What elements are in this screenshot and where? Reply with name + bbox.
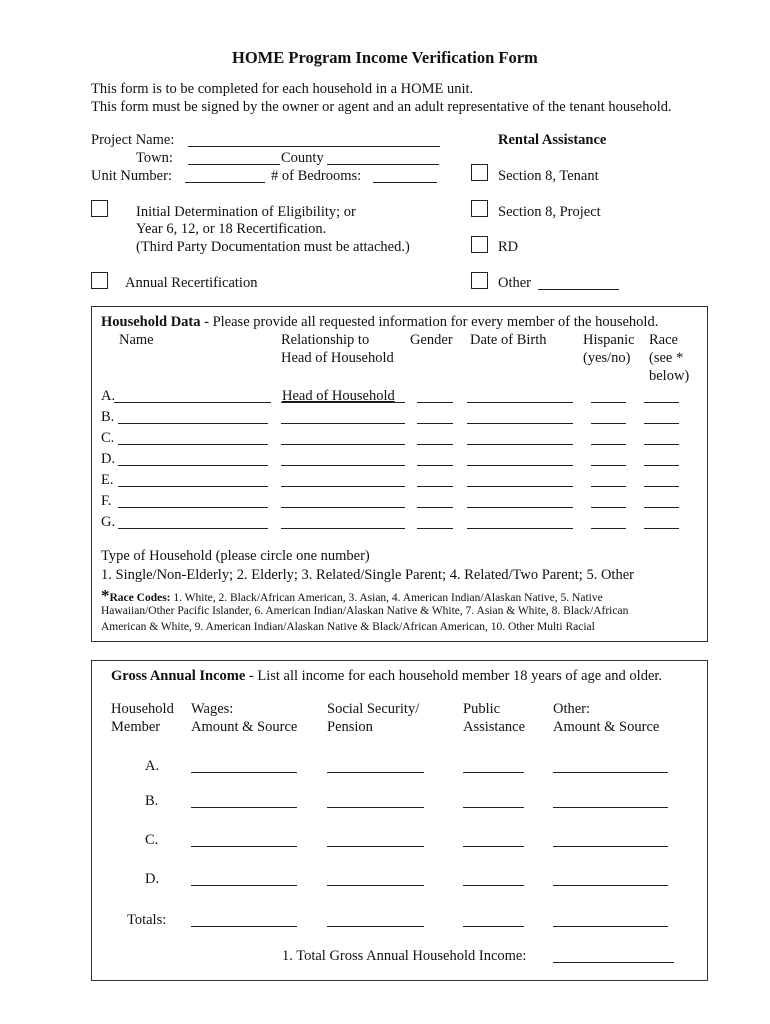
race-line-1: 1. White, 2. Black/African American, 3. Asian, 4. American Indian/Alaskan Native, 5. Native <box>170 592 603 604</box>
household-dob-field[interactable] <box>467 423 573 424</box>
income-other-field[interactable] <box>553 846 668 847</box>
town-label: Town: <box>136 150 173 166</box>
household-data-instruction: - Please provide all requested information for every member of the household. <box>200 314 659 330</box>
col-race-2: (see * <box>649 350 684 366</box>
household-name-field[interactable] <box>114 402 271 403</box>
col-ss-2: Pension <box>327 719 373 735</box>
household-hispanic-field[interactable] <box>591 423 626 424</box>
income-wages-field[interactable] <box>191 772 297 773</box>
col-other-2: Amount & Source <box>553 719 660 735</box>
bedrooms-label: # of Bedrooms: <box>271 168 362 184</box>
household-gender-field[interactable] <box>417 507 453 508</box>
household-race-field[interactable] <box>644 528 679 529</box>
household-hispanic-field[interactable] <box>591 402 626 403</box>
household-dob-field[interactable] <box>467 486 573 487</box>
project-name-label: Project Name: <box>91 132 175 148</box>
household-row-label: A. <box>101 388 116 404</box>
race-line-3: American & White, 9. American Indian/Alaskan Native & Black/African American, 10. Other Multi Racial <box>101 621 595 633</box>
household-race-field[interactable] <box>644 507 679 508</box>
income-row-label: C. <box>145 832 159 848</box>
income-wages-field[interactable] <box>191 846 297 847</box>
rd-checkbox[interactable] <box>471 236 488 253</box>
income-ss-field[interactable] <box>327 885 424 886</box>
total-gross-label: 1. Total Gross Annual Household Income: <box>282 948 527 964</box>
household-row-label: G. <box>101 514 116 530</box>
income-wages-field[interactable] <box>191 807 297 808</box>
household-dob-field[interactable] <box>467 465 573 466</box>
household-hispanic-field[interactable] <box>591 486 626 487</box>
income-public-field[interactable] <box>463 885 524 886</box>
household-gender-field[interactable] <box>417 528 453 529</box>
intro-line-1: This form is to be completed for each household in a HOME unit. <box>91 81 474 97</box>
col-name: Name <box>119 332 154 348</box>
section8-tenant-label: Section 8, Tenant <box>498 168 599 184</box>
income-public-field[interactable] <box>463 846 524 847</box>
initial-determination-line-2: Year 6, 12, or 18 Recertification. <box>136 221 327 237</box>
col-ss-1: Social Security/ <box>327 701 420 717</box>
col-gender: Gender <box>410 332 453 348</box>
household-row-label: D. <box>101 451 116 467</box>
col-public-1: Public <box>463 701 501 717</box>
county-field[interactable] <box>327 164 439 165</box>
household-gender-field[interactable] <box>417 465 453 466</box>
other-assistance-field[interactable] <box>538 289 619 290</box>
income-public-field[interactable] <box>463 807 524 808</box>
household-race-field[interactable] <box>644 465 679 466</box>
household-dob-field[interactable] <box>467 528 573 529</box>
unit-number-field[interactable] <box>185 182 265 183</box>
household-name-field[interactable] <box>118 486 268 487</box>
income-ss-field[interactable] <box>327 772 424 773</box>
household-race-field[interactable] <box>644 423 679 424</box>
col-hispanic-1: Hispanic <box>583 332 635 348</box>
town-field[interactable] <box>188 164 280 165</box>
section8-project-label: Section 8, Project <box>498 204 601 220</box>
household-name-field[interactable] <box>118 444 268 445</box>
income-row-label: B. <box>145 793 159 809</box>
household-name-field[interactable] <box>118 528 268 529</box>
intro-line-2: This form must be signed by the owner or agent and an adult representative of the tenant household. <box>91 99 672 115</box>
income-ss-field[interactable] <box>327 807 424 808</box>
household-row-label: F. <box>101 493 112 509</box>
gross-income-header <box>111 668 662 685</box>
household-row-label: C. <box>101 430 115 446</box>
household-relationship-field[interactable] <box>281 423 405 424</box>
county-label: County <box>281 150 324 166</box>
household-name-field[interactable] <box>118 507 268 508</box>
household-gender-field[interactable] <box>417 486 453 487</box>
rental-assistance-heading: Rental Assistance <box>498 132 607 148</box>
household-data-heading: Household Data <box>101 314 201 330</box>
col-dob: Date of Birth <box>470 332 547 348</box>
household-gender-field[interactable] <box>417 402 453 403</box>
household-relationship-field[interactable] <box>281 507 405 508</box>
rd-label: RD <box>498 239 519 255</box>
annual-recertification-label: Annual Recertification <box>125 275 258 291</box>
household-row-label: B. <box>101 409 115 425</box>
income-row-label: A. <box>145 758 160 774</box>
race-star: * <box>101 586 110 605</box>
race-codes-label: Race Codes: <box>109 592 171 604</box>
col-hispanic-2: (yes/no) <box>583 350 631 366</box>
household-relationship-field[interactable] <box>281 444 405 445</box>
household-race-field[interactable] <box>644 486 679 487</box>
household-hispanic-field[interactable] <box>591 528 626 529</box>
income-wages-field[interactable] <box>191 885 297 886</box>
income-public-field[interactable] <box>463 772 524 773</box>
income-other-field[interactable] <box>553 807 668 808</box>
col-public-2: Assistance <box>463 719 526 735</box>
race-codes-line-1 <box>101 586 603 606</box>
col-member-2: Member <box>111 719 161 735</box>
totals-ss-field[interactable] <box>327 926 424 927</box>
household-data-header <box>101 314 658 331</box>
col-wages-1: Wages: <box>191 701 234 717</box>
gross-income-instruction: - List all income for each household member 18 years of age and older. <box>245 668 663 684</box>
household-race-field[interactable] <box>644 444 679 445</box>
household-type-label: Type of Household (please circle one number) <box>101 548 370 564</box>
household-relationship-field[interactable] <box>281 465 405 466</box>
initial-determination-checkbox[interactable] <box>91 200 108 217</box>
form-title: HOME Program Income Verification Form <box>232 48 538 67</box>
bedrooms-field[interactable] <box>373 182 437 183</box>
col-relationship-1: Relationship to <box>281 332 370 348</box>
col-race-3: below) <box>649 368 690 384</box>
household-hispanic-field[interactable] <box>591 507 626 508</box>
household-dob-field[interactable] <box>467 444 573 445</box>
total-gross-field[interactable] <box>553 962 674 963</box>
household-gender-field[interactable] <box>417 444 453 445</box>
head-of-household-label: Head of Household <box>282 388 395 404</box>
gross-income-heading: Gross Annual Income <box>111 668 246 684</box>
race-line-2: Hawaiian/Other Pacific Islander, 6. American Indian/Alaskan Native & White, 7. Asian & White, 8. Black/African <box>101 605 629 617</box>
household-gender-field[interactable] <box>417 423 453 424</box>
household-hispanic-field[interactable] <box>591 465 626 466</box>
household-dob-field[interactable] <box>467 507 573 508</box>
income-other-field[interactable] <box>553 772 668 773</box>
other-assistance-checkbox[interactable] <box>471 272 488 289</box>
totals-other-field[interactable] <box>553 926 668 927</box>
totals-wages-field[interactable] <box>191 926 297 927</box>
col-member-1: Household <box>111 701 174 717</box>
annual-recertification-checkbox[interactable] <box>91 272 108 289</box>
household-relationship-field[interactable] <box>281 528 405 529</box>
household-relationship-field[interactable] <box>281 486 405 487</box>
initial-determination-line-3: (Third Party Documentation must be attached.) <box>136 239 410 255</box>
other-assistance-label: Other <box>498 275 532 291</box>
household-race-field[interactable] <box>644 402 679 403</box>
household-name-field[interactable] <box>118 423 268 424</box>
totals-public-field[interactable] <box>463 926 524 927</box>
household-row-label: E. <box>101 472 114 488</box>
project-name-field[interactable] <box>188 146 440 147</box>
section8-tenant-checkbox[interactable] <box>471 164 488 181</box>
household-type-options: 1. Single/Non-Elderly; 2. Elderly; 3. Related/Single Parent; 4. Related/Two Parent; 5. Other <box>101 567 634 583</box>
household-dob-field[interactable] <box>467 402 573 403</box>
col-other-1: Other: <box>553 701 591 717</box>
income-row-label: D. <box>145 871 160 887</box>
household-name-field[interactable] <box>118 465 268 466</box>
income-ss-field[interactable] <box>327 846 424 847</box>
totals-label: Totals: <box>127 912 167 928</box>
col-race-1: Race <box>649 332 678 348</box>
col-relationship-2: Head of Household <box>281 350 394 366</box>
col-wages-2: Amount & Source <box>191 719 298 735</box>
unit-number-label: Unit Number: <box>91 168 172 184</box>
income-other-field[interactable] <box>553 885 668 886</box>
section8-project-checkbox[interactable] <box>471 200 488 217</box>
initial-determination-line-1: Initial Determination of Eligibility; or <box>136 204 356 220</box>
household-hispanic-field[interactable] <box>591 444 626 445</box>
